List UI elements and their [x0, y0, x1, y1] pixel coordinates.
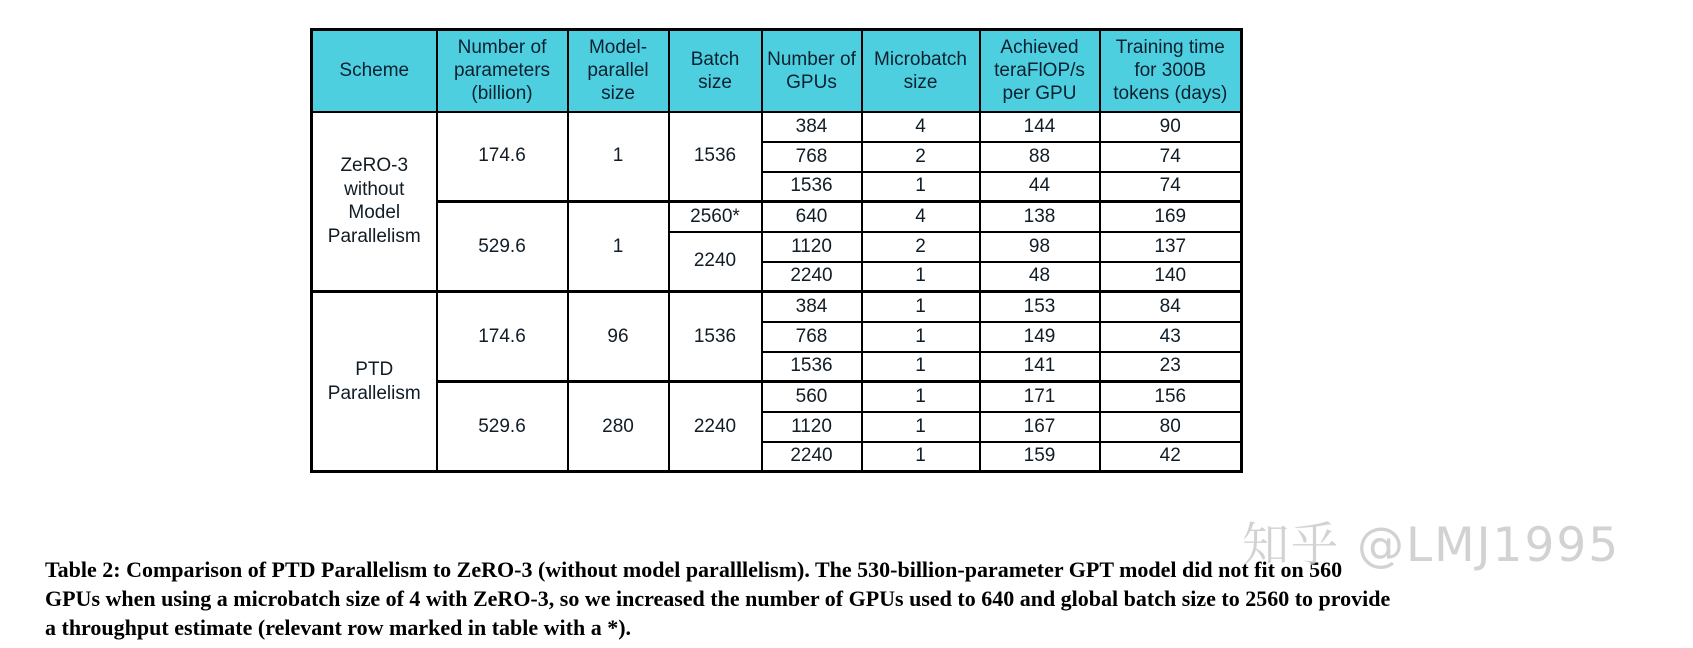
cell-micro: 1 — [862, 412, 980, 442]
cell-gpus: 1120 — [762, 412, 862, 442]
header-training-time: Training time for 300B tokens (days) — [1100, 30, 1242, 112]
header-row — [312, 30, 1242, 112]
cell-tflops: 159 — [980, 442, 1100, 472]
cell-gpus: 2240 — [762, 442, 862, 472]
zhihu-watermark: 知乎 @LMJ1995 — [1242, 518, 1621, 573]
cell-days: 43 — [1100, 322, 1242, 352]
cell-params: 529.6 — [437, 382, 568, 472]
header-parameters: Number of parameters (billion) — [437, 30, 568, 112]
cell-days: 23 — [1100, 352, 1242, 382]
table-row — [312, 202, 1242, 232]
cell-micro: 1 — [862, 442, 980, 472]
cell-batch: 2240 — [669, 232, 762, 292]
cell-gpus: 560 — [762, 382, 862, 412]
cell-mp-size: 1 — [568, 202, 669, 292]
comparison-table-container — [310, 28, 1243, 473]
cell-days: 74 — [1100, 172, 1242, 202]
header-teraflops: Achieved teraFlOP/s per GPU — [980, 30, 1100, 112]
header-num-gpus: Number of GPUs — [762, 30, 862, 112]
cell-scheme-zero3: ZeRO-3 without Model Parallelism — [312, 112, 437, 292]
cell-days: 140 — [1100, 262, 1242, 292]
cell-tflops: 44 — [980, 172, 1100, 202]
cell-gpus: 1120 — [762, 232, 862, 262]
cell-tflops: 171 — [980, 382, 1100, 412]
cell-tflops: 141 — [980, 352, 1100, 382]
cell-gpus: 1536 — [762, 172, 862, 202]
cell-micro: 4 — [862, 112, 980, 142]
cell-micro: 2 — [862, 232, 980, 262]
cell-micro: 1 — [862, 352, 980, 382]
comparison-table — [310, 28, 1243, 473]
header-model-parallel: Model-parallel size — [568, 30, 669, 112]
cell-mp-size: 280 — [568, 382, 669, 472]
cell-days: 137 — [1100, 232, 1242, 262]
cell-batch-starred: 2560* — [669, 202, 762, 232]
cell-gpus: 640 — [762, 202, 862, 232]
cell-gpus: 1536 — [762, 352, 862, 382]
cell-micro: 1 — [862, 262, 980, 292]
cell-days: 74 — [1100, 142, 1242, 172]
cell-params: 174.6 — [437, 112, 568, 202]
cell-days: 80 — [1100, 412, 1242, 442]
cell-days: 156 — [1100, 382, 1242, 412]
caption-line-2: GPUs when using a microbatch size of 4 with ZeRO-3, so we increased the number of GPUs used to 640 and global batch size to 2560 to provide — [45, 586, 1391, 611]
cell-days: 169 — [1100, 202, 1242, 232]
cell-gpus: 384 — [762, 292, 862, 322]
cell-params: 174.6 — [437, 292, 568, 382]
table-row — [312, 382, 1242, 412]
header-microbatch: Microbatch size — [862, 30, 980, 112]
cell-micro: 1 — [862, 172, 980, 202]
cell-mp-size: 96 — [568, 292, 669, 382]
cell-params: 529.6 — [437, 202, 568, 292]
cell-micro: 4 — [862, 202, 980, 232]
cell-tflops: 167 — [980, 412, 1100, 442]
cell-tflops: 153 — [980, 292, 1100, 322]
cell-tflops: 88 — [980, 142, 1100, 172]
cell-scheme-ptd: PTD Parallelism — [312, 292, 437, 472]
cell-gpus: 768 — [762, 142, 862, 172]
header-batch-size: Batch size — [669, 30, 762, 112]
cell-micro: 2 — [862, 142, 980, 172]
caption-line-1: Table 2: Comparison of PTD Parallelism to ZeRO-3 (without model paralllelism). The 530-billion-parameter GPT model did not fit on 560 — [45, 557, 1343, 582]
cell-tflops: 138 — [980, 202, 1100, 232]
cell-batch: 1536 — [669, 292, 762, 382]
table-row — [312, 112, 1242, 142]
cell-tflops: 144 — [980, 112, 1100, 142]
cell-gpus: 384 — [762, 112, 862, 142]
table-row — [312, 292, 1242, 322]
cell-tflops: 48 — [980, 262, 1100, 292]
cell-days: 90 — [1100, 112, 1242, 142]
cell-micro: 1 — [862, 322, 980, 352]
cell-days: 42 — [1100, 442, 1242, 472]
cell-batch: 2240 — [669, 382, 762, 472]
cell-mp-size: 1 — [568, 112, 669, 202]
cell-tflops: 98 — [980, 232, 1100, 262]
cell-days: 84 — [1100, 292, 1242, 322]
cell-gpus: 2240 — [762, 262, 862, 292]
cell-micro: 1 — [862, 292, 980, 322]
cell-batch: 1536 — [669, 112, 762, 202]
cell-gpus: 768 — [762, 322, 862, 352]
caption-line-3: a throughput estimate (relevant row marked in table with a *). — [45, 615, 632, 640]
cell-tflops: 149 — [980, 322, 1100, 352]
header-scheme: Scheme — [312, 30, 437, 112]
cell-micro: 1 — [862, 382, 980, 412]
